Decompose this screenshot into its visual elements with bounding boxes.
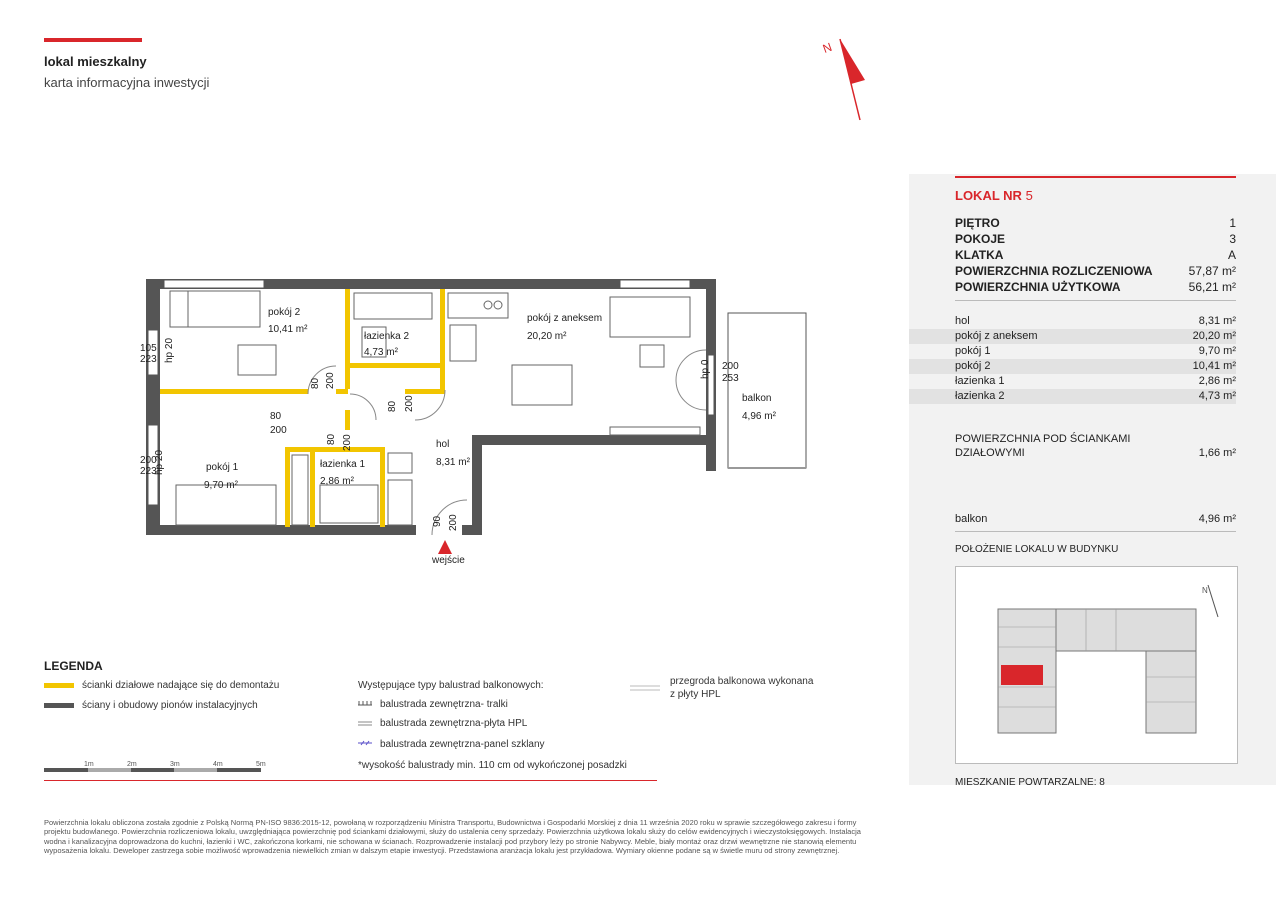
dim-label: 80	[310, 377, 321, 389]
summary-row: POWIERZCHNIA UŻYTKOWA 56,21 m²	[955, 280, 1236, 294]
legend-item: ściany i obudowy pionów instalacyjnych	[82, 700, 258, 711]
balcony-outline	[728, 313, 806, 468]
page-subtitle: karta informacyjna inwestycji	[44, 75, 210, 90]
dim-label: 105	[140, 343, 157, 354]
summary-row: PIĘTRO 1	[955, 216, 1236, 230]
scale-label: 2m	[127, 761, 137, 768]
room-label: hol	[436, 439, 450, 450]
floor-plan	[140, 275, 810, 575]
hpl-note: z płyty HPL	[670, 689, 721, 700]
dim-label: 200	[325, 372, 336, 389]
page-title: lokal mieszkalny	[44, 54, 147, 69]
building-location-map	[955, 566, 1238, 764]
scale-label: 5m	[256, 761, 266, 768]
compass-icon	[815, 34, 875, 124]
footer-disclaimer: Powierzchnia lokalu obliczona została zgodnie z Polską Normą PN-ISO 9836:2015-12, powołaną w rozporządzeniu Ministra Transportu, Budownictwa i Gospodarki Morskiej z dnia 11 września 2020 roku w sprawie szczegółowego zakresu i formy projektu budowlanego. Powierzchnia rozliczeniowa lokalu, uwzględniająca powierzchnię pod ściankami działowymi, służy do ustalenia ceny sprzedaży. Powierzchnia użytkowa lokalu służy do celów ewidencyjnych i wieczystoksięgowych. Instalacja wodna i kanalizacyjna doprowadzona do kuchni, łazienki i WC, zakończona korkami, nie schowana w ścianach. Rozprowadzenie instalacji pod przybory leży po stronie Nabywcy. Meble, biały montaż oraz drzwi wewnętrzne nie stanowią elementu wyposażenia lokalu. Deweloper zastrzega sobie możliwość wprowadzenia niewielkich zmian w dalszym etapie inwestycji. Przedstawiona aranżacja lokalu jest przykładowa. Wymiary okienne podane są w świetle muru od strony zewnętrznej.	[44, 818, 861, 856]
room-label: łazienka 1	[320, 459, 366, 470]
room-row: pokój z aneksem 20,20 m²	[909, 329, 1236, 344]
scale-label: 3m	[170, 761, 180, 768]
dim-label: hp 20	[154, 449, 165, 475]
header-accent-bar	[44, 38, 142, 42]
dim-label: 200	[342, 434, 353, 451]
balustrade-item: balustrada zewnętrzna- tralki	[380, 699, 508, 710]
room-label: pokój z aneksem	[527, 313, 603, 324]
repeat-count: MIESZKANIE POWTARZALNE: 8	[955, 777, 1105, 788]
dim-label: 223	[140, 354, 157, 365]
dim-label: 200	[404, 395, 415, 412]
room-area: 20,20 m²	[527, 331, 567, 342]
dim-label: 200	[140, 455, 157, 466]
lokal-number: LOKAL NR 5	[955, 188, 1033, 203]
room-area: 4,96 m²	[742, 411, 776, 422]
room-label: balkon	[742, 393, 772, 404]
scale-bar	[44, 758, 274, 778]
dim-label: 200	[270, 425, 287, 436]
room-label: łazienka 2	[364, 331, 410, 342]
minimap-compass-icon	[1208, 585, 1218, 617]
scale-label: 1m	[84, 761, 94, 768]
dim-label: 253	[722, 373, 739, 384]
room-area: 9,70 m²	[204, 480, 238, 491]
legend-gray-swatch	[44, 703, 74, 708]
dim-label: 80	[270, 411, 282, 422]
dim-label: 80	[326, 433, 337, 445]
info-panel	[909, 174, 1276, 788]
room-row: łazienka 2 4,73 m²	[909, 389, 1236, 404]
dim-label: 80	[387, 400, 398, 412]
location-title: POŁOŻENIE LOKALU W BUDYNKU	[955, 544, 1119, 555]
furniture	[170, 291, 700, 525]
hpl-icon	[358, 720, 372, 726]
balustrade-note: *wysokość balustrady min. 110 cm od wykończonej posadzki	[358, 760, 627, 771]
room-area: 2,86 m²	[320, 476, 354, 487]
room-area: 4,73 m²	[364, 347, 398, 358]
room-row: łazienka 1 2,86 m²	[955, 375, 1236, 387]
outer-walls	[146, 279, 716, 535]
scale-label: 4m	[213, 761, 223, 768]
room-area: 8,31 m²	[436, 457, 470, 468]
room-label: pokój 2	[268, 307, 301, 318]
room-label: pokój 1	[206, 462, 239, 473]
dim-label: 200	[448, 514, 459, 531]
dim-label: 223	[140, 466, 157, 477]
hpl-partition-icon	[630, 684, 660, 692]
dim-label: 200	[722, 361, 739, 372]
balustrade-item: balustrada zewnętrzna-panel szklany	[380, 739, 545, 750]
legend-divider	[44, 780, 657, 781]
dim-label: hp 20	[164, 337, 175, 363]
glass-panel-icon	[358, 740, 372, 746]
tralki-icon	[358, 700, 372, 706]
svg-text:N: N	[1202, 586, 1208, 595]
entrance-label: wejście	[432, 555, 465, 566]
partition-label: POWIERZCHNIA POD ŚCIANKAMI	[955, 433, 1131, 445]
partition-row: DZIAŁOWYMI 1,66 m²	[955, 447, 1236, 459]
summary-row: KLATKA A	[955, 248, 1236, 262]
balustrade-item: balustrada zewnętrzna-płyta HPL	[380, 718, 528, 729]
compass-label: N	[820, 39, 834, 56]
balustrade-title: Występujące typy balustrad balkonowych:	[358, 680, 544, 691]
dim-label: hp 0	[700, 359, 711, 379]
entrance-arrow-icon	[438, 540, 452, 554]
hpl-note: przegroda balkonowa wykonana	[670, 676, 814, 687]
summary-row: POWIERZCHNIA ROZLICZENIOWA 57,87 m²	[955, 264, 1236, 278]
legend-title: LEGENDA	[44, 659, 103, 673]
dim-label: 90	[432, 515, 443, 527]
balkon-row: balkon 4,96 m²	[955, 513, 1236, 525]
legend-item: ścianki działowe nadające się do demontażu	[82, 680, 280, 691]
room-row: pokój 1 9,70 m²	[955, 345, 1236, 357]
room-row: hol 8,31 m²	[955, 315, 1236, 327]
panel-top-line	[955, 176, 1236, 178]
room-area: 10,41 m²	[268, 324, 308, 335]
legend-yellow-swatch	[44, 683, 74, 688]
room-row: pokój 2 10,41 m²	[909, 359, 1236, 374]
unit-highlight	[1001, 665, 1043, 685]
summary-row: POKOJE 3	[955, 232, 1236, 246]
